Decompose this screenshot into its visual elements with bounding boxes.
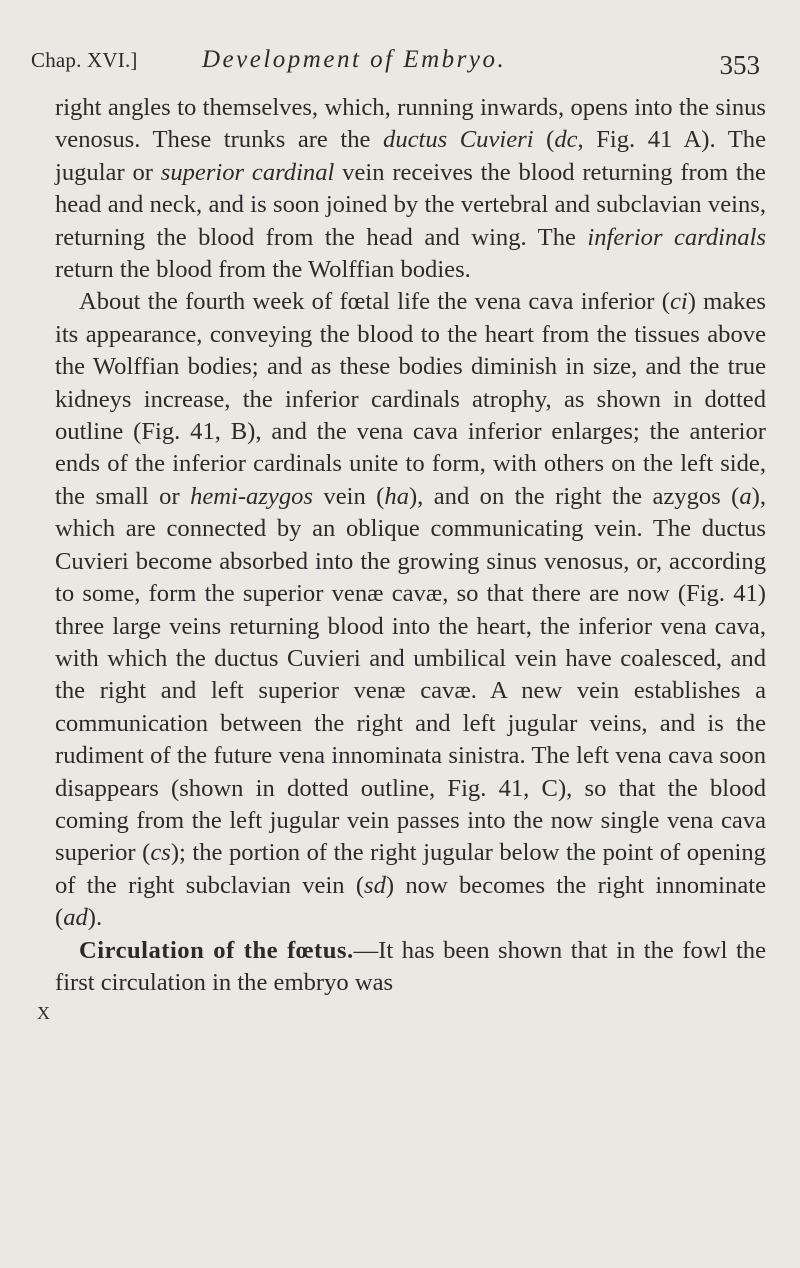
section-heading: Circulation of the fœtus. — [79, 936, 354, 964]
text-run: ), which are connected by an oblique communicating vein. The ductus Cuvieri become absorbed into the growing sinus venosus, or, according to some, form the superior venæ cavæ, so that there are now (Fig. 41) three large veins returning blood into the heart, the inferior vena cava, with which the ductus Cuvieri and umbilical vein have coalesced, and the right and left superior venæ cavæ. A new vein establishes a communication between the right and left jugular veins, and is the rudiment of the future vena innominata sinistra. The left vena cava soon disappears (shown in dotted outline, Fig. 41, C), so that the blood coming from the left jugular vein passes into the now single vena cava superior ( — [55, 482, 766, 867]
text-run: ), and on the right the azygos ( — [408, 482, 740, 510]
italic-term: ci — [669, 288, 688, 316]
page-number: 353 — [719, 50, 760, 80]
text-run: ( — [533, 126, 555, 154]
text-run: About the fourth week of fœtal life the vena cava inferior ( — [79, 288, 670, 316]
text-run: vein receives the blood returning from the head and neck, and is soon joined by the vertebral and subclavian veins, returning the blood from the head and wing. The — [55, 158, 766, 251]
text-run: right angles to themselves, which, running inwards, opens into the sinus venosus. These trunks are the — [55, 94, 766, 154]
italic-term: ad — [63, 904, 88, 932]
chapter-label: Chap. XVI.] — [31, 48, 138, 72]
body-text — [55, 92, 766, 999]
text-run: vein ( — [313, 482, 385, 510]
italic-term: ha — [384, 482, 409, 510]
running-title: Development of Embryo. — [202, 46, 507, 73]
text-run: ). — [87, 904, 103, 932]
paragraph — [55, 286, 766, 934]
text-run: return the blood from the Wolffian bodies. — [55, 256, 471, 284]
paragraph — [55, 935, 766, 1000]
text-run: ); the portion of the right jugular below the point of opening of the right subclavian vein ( — [55, 839, 766, 899]
text-run: , Fig. 41 A). The jugular or — [55, 126, 766, 186]
text-run: ) now becomes the right innominate ( — [55, 871, 766, 932]
italic-term: dc — [554, 126, 578, 154]
italic-term: a — [739, 482, 752, 510]
text-run: —It has been shown that in the fowl the first circulation in the embryo was — [55, 936, 766, 996]
running-header — [31, 38, 766, 86]
italic-term: hemi-azygos — [190, 482, 314, 510]
italic-term: ductus Cuvieri — [383, 126, 534, 154]
italic-term: superior cardinal — [160, 158, 335, 186]
italic-term: cs — [150, 839, 171, 867]
paragraph — [55, 92, 766, 286]
italic-term: inferior cardinals — [587, 223, 767, 251]
signature-mark: X — [37, 1003, 50, 1024]
text-run: ) makes its appearance, conveying the blood to the heart from the tissues above the Wolffian bodies; and as these bodies diminish in size, and the true kidneys increase, the inferior cardinals atrophy, as shown in dotted outline (Fig. 41, B), and the vena cava inferior enlarges; the anterior ends of the inferior cardinals unite to form, with others on the left side, the small or — [55, 288, 766, 510]
italic-term: sd — [364, 871, 386, 899]
